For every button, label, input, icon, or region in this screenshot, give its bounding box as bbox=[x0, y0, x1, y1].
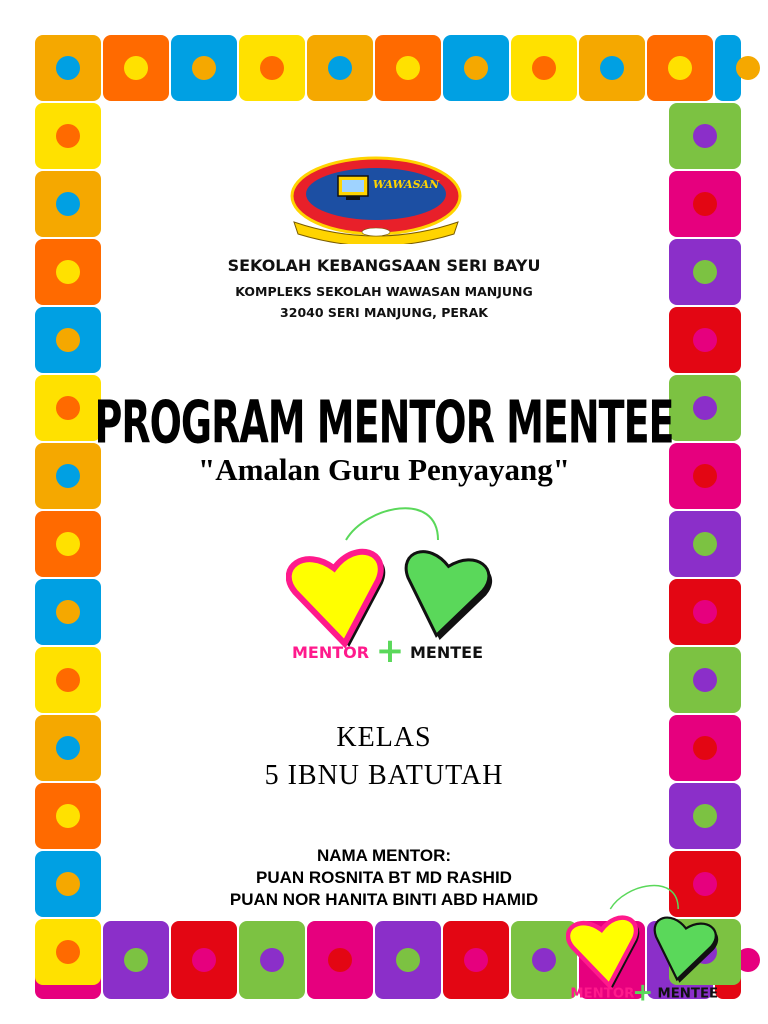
program-title: PROGRAM MENTOR MENTEE bbox=[94, 388, 674, 457]
mentor-name-2: PUAN NOR HANITA BINTI ABD HAMID bbox=[229, 890, 539, 909]
school-address-line-1: KOMPLEKS SEKOLAH WAWASAN MANJUNG bbox=[235, 284, 533, 299]
plus-icon: + bbox=[632, 977, 654, 1004]
mentor-name-1: PUAN ROSNITA BT MD RASHID bbox=[256, 868, 512, 887]
school-name: SEKOLAH KEBANGSAAN SERI BAYU bbox=[227, 256, 541, 275]
school-emblem-logo bbox=[286, 152, 466, 244]
mentor-label-small: MENTOR bbox=[570, 986, 635, 1002]
mentee-heart-icon bbox=[647, 916, 718, 985]
mentor-mentee-logo-small bbox=[566, 876, 724, 1004]
mentor-heading: NAMA MENTOR: bbox=[316, 846, 452, 865]
school-address-line-2: 32040 SERI MANJUNG, PERAK bbox=[280, 305, 488, 320]
program-subtitle: "Amalan Guru Penyayang" bbox=[197, 452, 570, 487]
mentee-label-small: MENTEE bbox=[657, 986, 719, 1002]
class-name: 5 IBNU BATUTAH bbox=[264, 760, 504, 791]
mentor-mentee-logo bbox=[286, 496, 500, 668]
mentee-heart-icon bbox=[395, 549, 491, 643]
plus-icon: + bbox=[375, 631, 405, 668]
mentor-label: MENTOR bbox=[292, 643, 370, 662]
mentee-label: MENTEE bbox=[410, 643, 484, 662]
class-label: KELAS bbox=[336, 722, 432, 753]
school-emblem-text: WAWASAN bbox=[372, 178, 440, 191]
